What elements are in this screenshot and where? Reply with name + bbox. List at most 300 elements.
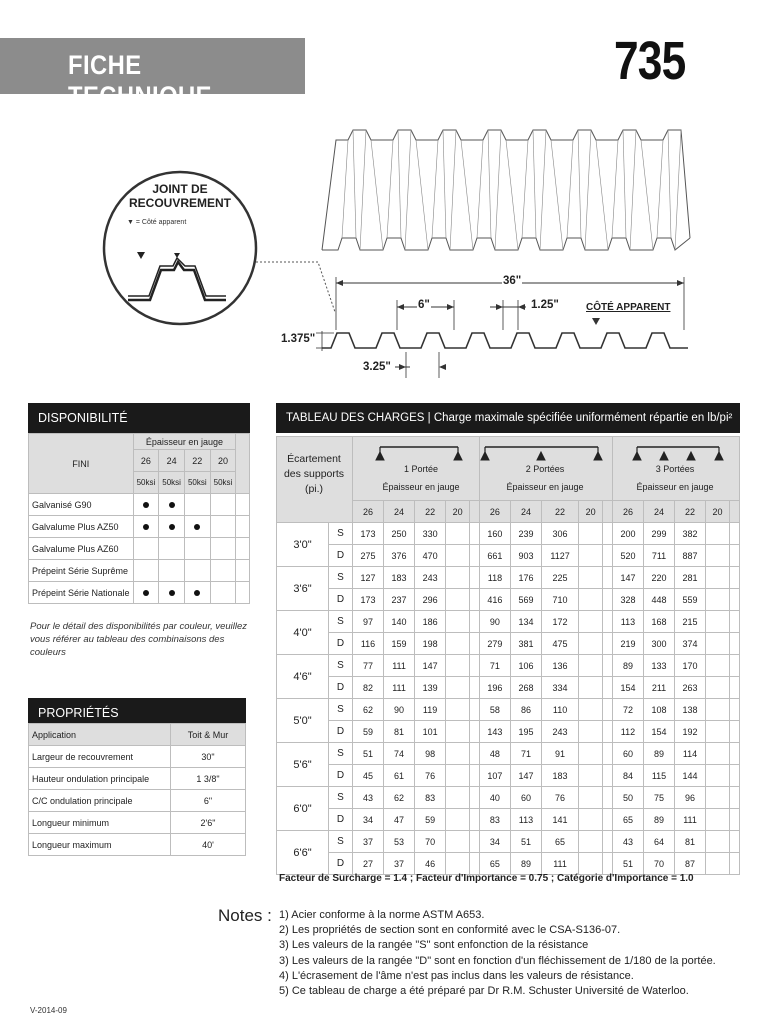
load-value <box>706 831 730 853</box>
load-value <box>446 831 470 853</box>
load-value: 62 <box>353 699 384 721</box>
props-title: PROPRIÉTÉS <box>38 706 119 720</box>
availability-cell <box>210 582 236 604</box>
load-value <box>446 677 470 699</box>
load-value: 448 <box>643 589 674 611</box>
load-value: 111 <box>541 853 578 875</box>
gauge-22: 22 <box>184 450 210 472</box>
row-type-deflection: D <box>329 853 353 875</box>
load-value: 34 <box>479 831 510 853</box>
load-value: 192 <box>675 721 706 743</box>
prop-value: 1 3/8" <box>171 768 246 790</box>
load-value: 113 <box>612 611 643 633</box>
spacing-label: Écartement des supports (pi.) <box>283 453 345 495</box>
load-value <box>446 567 470 589</box>
availability-cell <box>159 582 185 604</box>
availability-cell <box>210 538 236 560</box>
load-value <box>446 633 470 655</box>
load-row <box>277 721 740 743</box>
load-value: 110 <box>541 699 578 721</box>
load-value: 50 <box>612 787 643 809</box>
prop-name: Longueur minimum <box>29 812 171 834</box>
gauge-col-header: 24 <box>643 501 674 523</box>
load-value: 77 <box>353 655 384 677</box>
load-value: 64 <box>643 831 674 853</box>
props-row <box>29 790 246 812</box>
available-dot-icon <box>169 524 175 530</box>
load-value: 211 <box>643 677 674 699</box>
load-value: 159 <box>384 633 415 655</box>
load-value <box>579 809 603 831</box>
load-value: 134 <box>510 611 541 633</box>
props-head-value: Toit & Mur <box>171 724 246 746</box>
load-value: 154 <box>612 677 643 699</box>
availability-cell <box>210 516 236 538</box>
load-value: 97 <box>353 611 384 633</box>
load-value: 147 <box>612 567 643 589</box>
support-spacing: 4'0" <box>277 611 329 655</box>
load-value: 89 <box>643 743 674 765</box>
load-value: 183 <box>384 567 415 589</box>
prop-value: 30" <box>171 746 246 768</box>
load-value: 250 <box>384 523 415 545</box>
notes-label: Notes : <box>218 906 272 925</box>
load-value: 220 <box>643 567 674 589</box>
load-value <box>579 633 603 655</box>
load-value: 43 <box>612 831 643 853</box>
load-value: 381 <box>510 633 541 655</box>
props-row <box>29 768 246 790</box>
prop-value: 6" <box>171 790 246 812</box>
load-value: 136 <box>541 655 578 677</box>
load-value <box>706 523 730 545</box>
dim-pitch: 1.25" <box>531 299 559 311</box>
prop-name: Longueur maximum <box>29 834 171 856</box>
load-value: 279 <box>479 633 510 655</box>
load-value: 65 <box>541 831 578 853</box>
available-dot-icon <box>169 502 175 508</box>
support-spacing: 3'6" <box>277 567 329 611</box>
load-value: 74 <box>384 743 415 765</box>
fini-header: FINI <box>29 434 134 494</box>
load-value <box>706 765 730 787</box>
load-value: 144 <box>675 765 706 787</box>
load-value: 87 <box>675 853 706 875</box>
load-value <box>579 567 603 589</box>
availability-cell <box>133 560 159 582</box>
prop-value: 40' <box>171 834 246 856</box>
load-value: 46 <box>415 853 446 875</box>
span-3-gauge-label: Épaisseur en jauge <box>636 482 714 492</box>
load-value: 98 <box>415 743 446 765</box>
support-spacing: 5'0" <box>277 699 329 743</box>
props-head-application: Application <box>29 724 171 746</box>
load-value <box>579 655 603 677</box>
finish-name: Prépeint Série Suprême <box>29 560 134 582</box>
load-value: 83 <box>479 809 510 831</box>
dim-base: 3.25" <box>363 361 391 373</box>
load-value <box>446 699 470 721</box>
row-type-deflection: D <box>329 721 353 743</box>
charges-title: TABLEAU DES CHARGES | Charge maximale spécifiée uniformément répartie en lb/pi² <box>286 412 733 424</box>
availability-cell <box>133 538 159 560</box>
load-value: 200 <box>612 523 643 545</box>
availability-cell <box>210 560 236 582</box>
available-dot-icon <box>194 524 200 530</box>
load-value <box>579 523 603 545</box>
load-value: 239 <box>510 523 541 545</box>
dispo-note: Pour le détail des disponibilités par couleur, veuillez vous référer au tableau des combinaisons des couleurs <box>30 621 248 658</box>
load-value: 281 <box>675 567 706 589</box>
load-value <box>706 589 730 611</box>
load-value: 160 <box>479 523 510 545</box>
gauge-header: Épaisseur en jauge <box>133 434 236 450</box>
load-value: 198 <box>415 633 446 655</box>
load-value: 275 <box>353 545 384 567</box>
load-value: 127 <box>353 567 384 589</box>
note-item: 1) Acier conforme à la norme ASTM A653. <box>279 909 485 921</box>
load-value: 51 <box>353 743 384 765</box>
model-number: 735 <box>614 31 686 91</box>
load-value: 113 <box>510 809 541 831</box>
load-value: 328 <box>612 589 643 611</box>
load-value: 887 <box>675 545 706 567</box>
load-value <box>706 611 730 633</box>
load-value: 53 <box>384 831 415 853</box>
load-value: 91 <box>541 743 578 765</box>
load-value <box>579 677 603 699</box>
load-value: 81 <box>675 831 706 853</box>
load-value: 59 <box>415 809 446 831</box>
grade-cell: 50ksi <box>133 472 159 494</box>
load-value: 173 <box>353 523 384 545</box>
support-spacing: 6'6" <box>277 831 329 875</box>
gauge-24: 24 <box>159 450 185 472</box>
availability-cell <box>159 560 185 582</box>
load-value: 330 <box>415 523 446 545</box>
row-type-strength: S <box>329 787 353 809</box>
load-value: 306 <box>541 523 578 545</box>
load-value: 96 <box>675 787 706 809</box>
gauge-col-header: 26 <box>479 501 510 523</box>
load-value: 65 <box>612 809 643 831</box>
load-value: 710 <box>541 589 578 611</box>
available-dot-icon <box>143 590 149 596</box>
gauge-col-header: 26 <box>353 501 384 523</box>
load-value: 172 <box>541 611 578 633</box>
support-spacing: 5'6" <box>277 743 329 787</box>
row-type-deflection: D <box>329 809 353 831</box>
load-value: 215 <box>675 611 706 633</box>
load-value: 154 <box>643 721 674 743</box>
load-value: 237 <box>384 589 415 611</box>
load-row <box>277 809 740 831</box>
availability-cell <box>184 516 210 538</box>
note-item: 4) L'écrasement de l'âme n'est pas inclus dans les valeurs de résistance. <box>279 969 634 982</box>
dispo-row <box>29 560 250 582</box>
row-type-strength: S <box>329 831 353 853</box>
prop-name: Hauteur ondulation principale <box>29 768 171 790</box>
finish-name: Galvanisé G90 <box>29 494 134 516</box>
load-value: 186 <box>415 611 446 633</box>
load-value <box>706 721 730 743</box>
availability-cell <box>133 582 159 604</box>
load-row <box>277 655 740 677</box>
available-dot-icon <box>143 502 149 508</box>
load-value: 143 <box>479 721 510 743</box>
load-value: 173 <box>353 589 384 611</box>
finish-name: Prépeint Série Nationale <box>29 582 134 604</box>
dim-rib: 6" <box>418 299 430 311</box>
load-value: 376 <box>384 545 415 567</box>
load-value: 196 <box>479 677 510 699</box>
load-value: 263 <box>675 677 706 699</box>
load-value <box>579 611 603 633</box>
load-value <box>446 809 470 831</box>
dim-height: 1.375" <box>281 333 316 345</box>
load-value <box>579 699 603 721</box>
load-value <box>446 765 470 787</box>
notes-list <box>279 908 716 999</box>
load-value <box>446 611 470 633</box>
load-value: 711 <box>643 545 674 567</box>
load-value <box>446 787 470 809</box>
load-value <box>706 699 730 721</box>
grade-cell: 50ksi <box>210 472 236 494</box>
load-row <box>277 589 740 611</box>
load-value <box>579 589 603 611</box>
load-value: 111 <box>675 809 706 831</box>
row-type-strength: S <box>329 567 353 589</box>
load-value <box>579 787 603 809</box>
load-value: 76 <box>541 787 578 809</box>
gauge-col-header: 20 <box>706 501 730 523</box>
load-value: 90 <box>384 699 415 721</box>
load-row <box>277 743 740 765</box>
load-value: 183 <box>541 765 578 787</box>
load-value: 195 <box>510 721 541 743</box>
load-value: 139 <box>415 677 446 699</box>
load-value: 147 <box>415 655 446 677</box>
load-value: 1127 <box>541 545 578 567</box>
cote-apparent-label: CÔTÉ APPARENT <box>586 302 671 313</box>
row-type-deflection: D <box>329 765 353 787</box>
factors-line: Facteur de Surcharge = 1.4 ; Facteur d'Importance = 0.75 ; Catégorie d'Importance = 1.0 <box>279 873 694 884</box>
span-2-gauge-label: Épaisseur en jauge <box>506 482 584 492</box>
load-value: 60 <box>612 743 643 765</box>
load-value: 243 <box>541 721 578 743</box>
props-row <box>29 812 246 834</box>
load-value: 45 <box>353 765 384 787</box>
load-value: 75 <box>643 787 674 809</box>
load-value <box>446 523 470 545</box>
load-value: 70 <box>415 831 446 853</box>
load-value: 219 <box>612 633 643 655</box>
gauge-col-header: 20 <box>579 501 603 523</box>
load-value: 90 <box>479 611 510 633</box>
props-row <box>29 834 246 856</box>
load-value: 374 <box>675 633 706 655</box>
load-value: 176 <box>510 567 541 589</box>
load-value: 243 <box>415 567 446 589</box>
load-value: 470 <box>415 545 446 567</box>
load-value: 40 <box>479 787 510 809</box>
load-value: 37 <box>384 853 415 875</box>
load-value: 141 <box>541 809 578 831</box>
gauge-col-header: 20 <box>446 501 470 523</box>
row-type-strength: S <box>329 699 353 721</box>
dispo-title: DISPONIBILITÉ <box>38 411 128 425</box>
load-value: 569 <box>510 589 541 611</box>
load-value <box>706 853 730 875</box>
props-row <box>29 746 246 768</box>
load-value <box>579 831 603 853</box>
load-value: 115 <box>643 765 674 787</box>
gauge-26: 26 <box>133 450 159 472</box>
dispo-row <box>29 582 250 604</box>
load-value: 112 <box>612 721 643 743</box>
row-type-strength: S <box>329 743 353 765</box>
load-value: 416 <box>479 589 510 611</box>
row-type-deflection: D <box>329 589 353 611</box>
load-value <box>706 787 730 809</box>
load-value <box>706 743 730 765</box>
load-value: 475 <box>541 633 578 655</box>
load-value <box>706 545 730 567</box>
load-value: 70 <box>643 853 674 875</box>
load-value: 37 <box>353 831 384 853</box>
availability-cell <box>184 538 210 560</box>
load-row <box>277 523 740 545</box>
load-value: 119 <box>415 699 446 721</box>
load-value: 58 <box>479 699 510 721</box>
span-diagrams <box>0 0 768 500</box>
available-dot-icon <box>143 524 149 530</box>
load-value: 108 <box>643 699 674 721</box>
prop-name: Largeur de recouvrement <box>29 746 171 768</box>
load-value <box>706 633 730 655</box>
load-value: 116 <box>353 633 384 655</box>
load-value: 71 <box>479 655 510 677</box>
dim-width: 36" <box>503 275 522 287</box>
load-value: 76 <box>415 765 446 787</box>
load-row <box>277 831 740 853</box>
load-value <box>446 545 470 567</box>
load-value: 106 <box>510 655 541 677</box>
load-value: 89 <box>612 655 643 677</box>
load-row <box>277 633 740 655</box>
load-value: 334 <box>541 677 578 699</box>
load-value <box>706 567 730 589</box>
grade-cell: 50ksi <box>159 472 185 494</box>
load-row <box>277 567 740 589</box>
page-title: FICHE TECHNIQUE <box>68 50 212 111</box>
load-value: 47 <box>384 809 415 831</box>
load-value: 81 <box>384 721 415 743</box>
load-value: 661 <box>479 545 510 567</box>
load-value <box>579 545 603 567</box>
load-row <box>277 853 740 875</box>
load-value: 114 <box>675 743 706 765</box>
load-value: 170 <box>675 655 706 677</box>
load-value <box>446 721 470 743</box>
finish-name: Galvalume Plus AZ50 <box>29 516 134 538</box>
gauge-col-header: 22 <box>415 501 446 523</box>
gauge-col-header: 26 <box>612 501 643 523</box>
availability-cell <box>159 538 185 560</box>
load-value: 111 <box>384 655 415 677</box>
availability-cell <box>133 516 159 538</box>
dispo-row <box>29 516 250 538</box>
prop-value: 2'6" <box>171 812 246 834</box>
span-1-label: 1 Portée <box>403 464 439 474</box>
load-value: 138 <box>675 699 706 721</box>
load-value <box>446 655 470 677</box>
load-value: 299 <box>643 523 674 545</box>
load-value: 71 <box>510 743 541 765</box>
load-value: 89 <box>510 853 541 875</box>
gauge-col-header: 24 <box>384 501 415 523</box>
span-2-label: 2 Portées <box>525 464 565 474</box>
span-1-gauge-label: Épaisseur en jauge <box>382 482 460 492</box>
load-value: 559 <box>675 589 706 611</box>
support-spacing: 6'0" <box>277 787 329 831</box>
load-value <box>706 655 730 677</box>
load-value: 51 <box>510 831 541 853</box>
load-row <box>277 611 740 633</box>
load-value: 48 <box>479 743 510 765</box>
load-value <box>579 765 603 787</box>
load-value: 27 <box>353 853 384 875</box>
prop-name: C/C ondulation principale <box>29 790 171 812</box>
gauge-20: 20 <box>210 450 236 472</box>
load-value: 89 <box>643 809 674 831</box>
gauge-col-header: 22 <box>541 501 578 523</box>
load-value <box>446 589 470 611</box>
load-value: 382 <box>675 523 706 545</box>
load-value: 86 <box>510 699 541 721</box>
row-type-deflection: D <box>329 633 353 655</box>
joint-title: JOINT DE RECOUVREMENT <box>128 182 231 210</box>
load-value: 140 <box>384 611 415 633</box>
load-value <box>446 853 470 875</box>
available-dot-icon <box>194 590 200 596</box>
load-value: 296 <box>415 589 446 611</box>
load-value: 43 <box>353 787 384 809</box>
joint-note: ▼ = Côté apparent <box>127 219 187 226</box>
load-value: 82 <box>353 677 384 699</box>
load-value: 225 <box>541 567 578 589</box>
support-spacing: 3'0" <box>277 523 329 567</box>
load-value <box>579 721 603 743</box>
note-item: 5) Ce tableau de charge a été préparé par Dr R.M. Schuster Université de Waterloo. <box>279 985 689 998</box>
load-value: 133 <box>643 655 674 677</box>
load-value: 101 <box>415 721 446 743</box>
gauge-col-header: 24 <box>510 501 541 523</box>
grade-cell: 50ksi <box>184 472 210 494</box>
available-dot-icon <box>169 590 175 596</box>
load-row <box>277 765 740 787</box>
row-type-strength: S <box>329 655 353 677</box>
load-value <box>446 743 470 765</box>
load-value: 59 <box>353 721 384 743</box>
load-value: 520 <box>612 545 643 567</box>
load-value: 61 <box>384 765 415 787</box>
load-value: 65 <box>479 853 510 875</box>
row-type-strength: S <box>329 611 353 633</box>
availability-cell <box>159 516 185 538</box>
version-code: V-2014-09 <box>30 1006 67 1015</box>
